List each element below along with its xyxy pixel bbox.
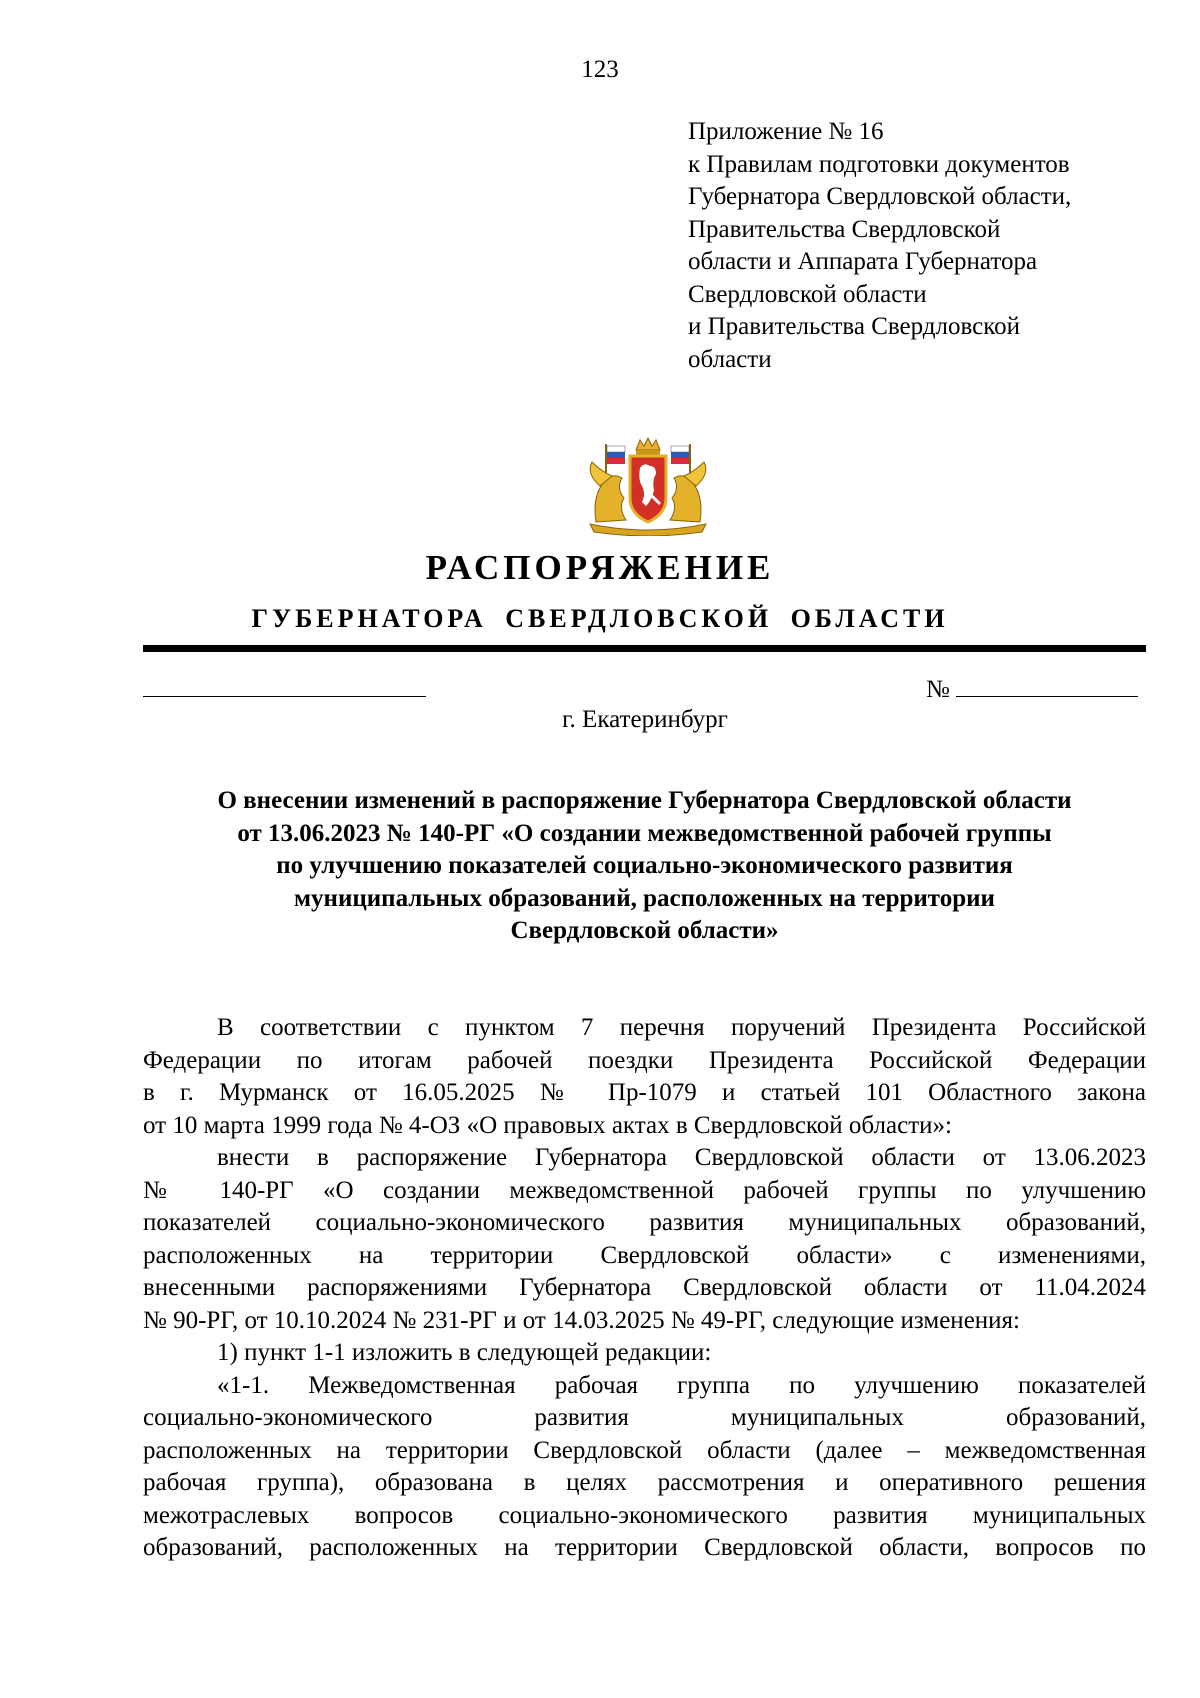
- document-body: [143, 1012, 1146, 1565]
- appendix-line: Приложение № 16: [688, 118, 884, 145]
- body-line: в г. Мурманск от 16.05.2025 № Пр-1079 и статьей 101 Областного закона: [143, 1079, 1146, 1106]
- body-line: расположенных на территории Свердловской области» с изменениями,: [143, 1241, 1146, 1269]
- body-line: внести в распоряжение Губернатора Свердловской области от 13.06.2023: [217, 1144, 1146, 1171]
- body-line: рабочая группа), образована в целях рассмотрения и оперативного решения: [143, 1469, 1146, 1496]
- page-number: 123: [581, 56, 619, 83]
- document-number-field: [926, 674, 1138, 704]
- title-line: от 13.06.2023 № 140-РГ «О создании межведомственной рабочей группы: [237, 819, 1052, 847]
- number-label: №: [926, 676, 950, 703]
- body-line: образований, расположенных на территории Свердловской области, вопросов по: [143, 1534, 1146, 1561]
- body-line: Федерации по итогам рабочей поездки Президента Российской Федерации: [143, 1046, 1146, 1074]
- body-line: расположенных на территории Свердловской области (далее – межведомственная: [143, 1436, 1146, 1464]
- appendix-line: Правительства Свердловской: [688, 215, 1001, 243]
- appendix-line: области: [688, 345, 772, 373]
- number-field-line: [956, 674, 1138, 697]
- body-line: показателей социально-экономического развития муниципальных образований,: [143, 1209, 1146, 1236]
- body-line: В соответствии с пунктом 7 перечня поручений Президента Российской: [217, 1014, 1146, 1041]
- header-divider: [143, 645, 1146, 652]
- body-line: межотраслевых вопросов социально-экономического развития муниципальных: [143, 1501, 1146, 1529]
- appendix-reference: [688, 116, 1168, 376]
- appendix-line: и Правительства Свердловской: [688, 313, 1021, 340]
- body-line: от 10 марта 1999 года № 4-ОЗ «О правовых актах в Свердловской области»:: [143, 1111, 952, 1139]
- title-line: по улучшению показателей социально-экономического развития: [276, 852, 1013, 879]
- appendix-line: Губернатора Свердловской области,: [688, 183, 1072, 210]
- appendix-line: к Правилам подготовки документов: [688, 150, 1070, 178]
- document-type: РАСПОРЯЖЕНИЕ: [425, 548, 775, 587]
- body-line: № 140-РГ «О создании межведомственной рабочей группы по улучшению: [143, 1176, 1146, 1204]
- sverdlovsk-coat-of-arms-icon: [582, 436, 714, 536]
- appendix-line: Свердловской области: [688, 280, 927, 308]
- body-line: социально-экономического развития муниципальных образований,: [143, 1404, 1146, 1431]
- body-line: «1-1. Межведомственная рабочая группа по улучшению показателей: [217, 1371, 1146, 1399]
- document-issuer: ГУБЕРНАТОРА СВЕРДЛОВСКОЙ ОБЛАСТИ: [251, 604, 949, 633]
- date-field-line: [143, 696, 426, 697]
- body-line: внесенными распоряжениями Губернатора Свердловской области от 11.04.2024: [143, 1274, 1146, 1301]
- title-line: муниципальных образований, расположенных на территории: [294, 884, 995, 912]
- appendix-line: области и Аппарата Губернатора: [688, 248, 1038, 275]
- document-title: [143, 785, 1146, 948]
- title-line: О внесении изменений в распоряжение Губернатора Свердловской области: [217, 787, 1072, 814]
- title-line: Свердловской области»: [510, 917, 779, 944]
- body-line: № 90-РГ, от 10.10.2024 № 231-РГ и от 14.03.2025 № 49-РГ, следующие изменения:: [143, 1306, 1020, 1334]
- city-name: г. Екатеринбург: [562, 706, 728, 733]
- body-line: 1) пункт 1-1 изложить в следующей редакции:: [217, 1339, 712, 1366]
